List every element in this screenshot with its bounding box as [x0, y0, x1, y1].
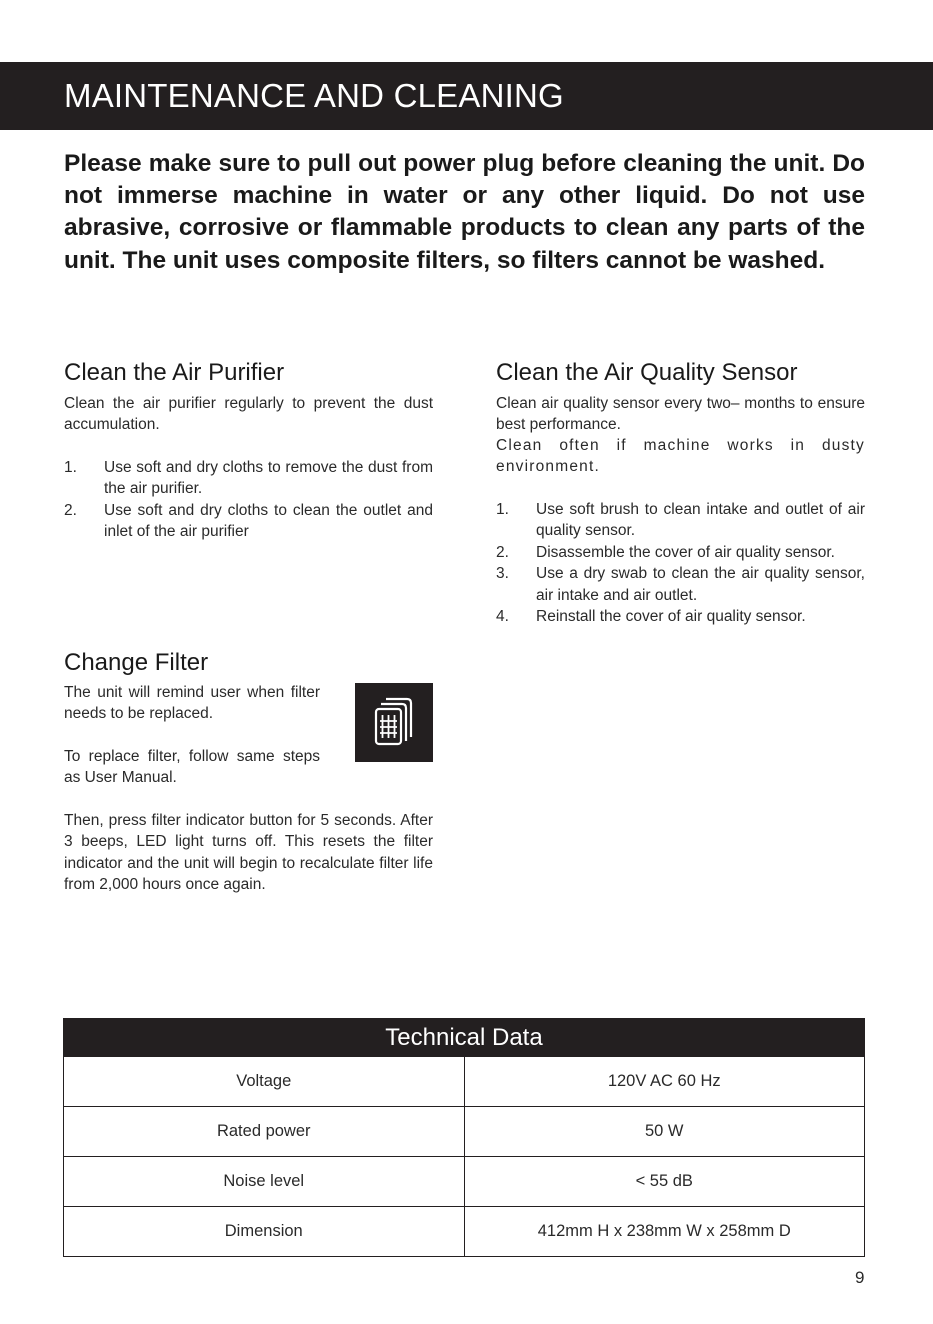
technical-data-table	[63, 1018, 865, 1257]
spec-value: 412mm H x 238mm W x 258mm D	[464, 1207, 865, 1257]
list-item	[496, 499, 865, 542]
step-number: 3.	[496, 565, 509, 583]
spec-label: Noise level	[64, 1157, 465, 1207]
step-text: Use soft brush to clean intake and outlet of air quality sensor.	[536, 501, 865, 540]
spec-value: < 55 dB	[464, 1157, 865, 1207]
clean-purifier-title: Clean the Air Purifier	[64, 359, 285, 386]
change-filter-title: Change Filter	[64, 649, 209, 676]
list-item	[496, 563, 865, 606]
table-row	[64, 1207, 865, 1257]
list-item	[496, 542, 865, 563]
step-number: 2.	[496, 543, 509, 561]
change-filter-paragraph-2: To replace filter, follow same steps as User Manual.	[64, 748, 320, 787]
technical-data-title: Technical Data	[64, 1019, 865, 1057]
step-number: 4.	[496, 608, 509, 626]
spec-label: Rated power	[64, 1107, 465, 1157]
clean-purifier-steps	[64, 457, 433, 543]
page-number: 9	[855, 1268, 865, 1287]
spec-label: Dimension	[64, 1207, 465, 1257]
change-filter-paragraph-1: The unit will remind user when filter needs to be replaced.	[64, 684, 320, 723]
step-text: Use soft and dry cloths to clean the outlet and inlet of the air purifier	[104, 501, 433, 541]
spec-value: 50 W	[464, 1107, 865, 1157]
clean-purifier-description: Clean the air purifier regularly to prevent the dust accumulation.	[64, 395, 433, 434]
table-row	[64, 1107, 865, 1157]
table-row	[64, 1057, 865, 1107]
step-number: 1.	[64, 459, 77, 476]
spec-label: Voltage	[64, 1057, 465, 1107]
step-text: Disassemble the cover of air quality sensor.	[536, 543, 835, 561]
list-item	[496, 606, 865, 627]
clean-sensor-steps	[496, 499, 865, 627]
table-header-row	[64, 1019, 865, 1057]
step-text: Use soft and dry cloths to remove the dust from the air purifier.	[104, 459, 433, 498]
step-number: 1.	[496, 501, 509, 518]
spec-value: 120V AC 60 Hz	[464, 1057, 865, 1107]
change-filter-paragraph-3: Then, press filter indicator button for 5 seconds. After 3 beeps, LED light turns off. This resets the filter indicator and the unit will begin to recalculate filter life from 2,000 hours once again.	[64, 812, 433, 894]
intro-warning: Please make sure to pull out power plug before cleaning the unit. Do not immerse machine in water or any other liquid. Do not use abrasive, corrosive or flammable products to clean any parts of the unit. The unit uses composite filters, so filters cannot be washed.	[64, 150, 865, 274]
step-text: Use a dry swab to clean the air quality sensor, air intake and air outlet.	[536, 565, 865, 604]
table-row	[64, 1157, 865, 1207]
list-item	[64, 457, 433, 500]
filter-icon	[355, 683, 433, 762]
clean-sensor-description-1: Clean air quality sensor every two– months to ensure best performance.	[496, 395, 865, 434]
clean-sensor-description-2: Clean often if machine works in dusty environment.	[496, 437, 865, 476]
step-number: 2.	[64, 501, 77, 519]
page-title: MAINTENANCE AND CLEANING	[64, 77, 564, 114]
clean-sensor-title: Clean the Air Quality Sensor	[496, 359, 798, 386]
list-item	[64, 500, 433, 543]
step-text: Reinstall the cover of air quality sensor.	[536, 608, 806, 626]
